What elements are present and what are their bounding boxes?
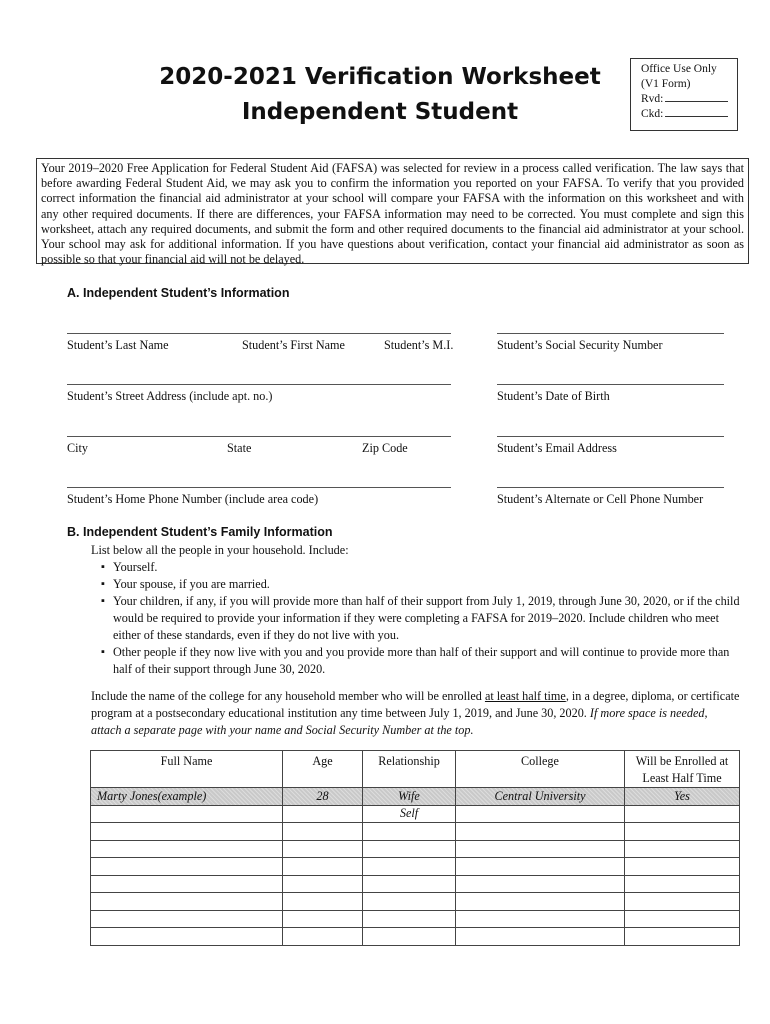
age-cell[interactable]: [283, 858, 363, 876]
cell-phone-input-line[interactable]: [497, 487, 724, 488]
table-row: [91, 823, 740, 841]
table-row: [91, 875, 740, 893]
college-cell[interactable]: [456, 910, 625, 928]
age-cell[interactable]: [283, 893, 363, 911]
college-instructions-text-2: , in a degree, diploma, or certificate program at a postsecondary educational institution any time between July 1, 2019, and June 30, 2020.: [91, 689, 740, 720]
name-cell[interactable]: [91, 858, 283, 876]
list-intro: List below all the people in your household. Include:: [91, 543, 349, 557]
age-cell[interactable]: [283, 928, 363, 946]
city-label: City: [67, 441, 88, 455]
checked-label: Ckd:: [641, 108, 664, 120]
household-table: [90, 750, 740, 946]
age-cell[interactable]: [283, 823, 363, 841]
received-field: [641, 92, 737, 107]
enrolled-cell[interactable]: [625, 928, 740, 946]
relationship-cell[interactable]: [363, 840, 456, 858]
name-cell[interactable]: [91, 875, 283, 893]
college-cell[interactable]: [456, 840, 625, 858]
bullet-yourself: ▪ Yourself.: [113, 559, 741, 576]
header-full-name: Full Name: [91, 751, 283, 788]
college-cell[interactable]: [456, 875, 625, 893]
name-cell[interactable]: [91, 893, 283, 911]
enrolled-cell[interactable]: [625, 875, 740, 893]
relationship-cell[interactable]: [363, 875, 456, 893]
middle-initial-label: Student’s M.I.: [384, 338, 454, 352]
household-bullets: [91, 559, 741, 678]
example-row: [91, 788, 740, 806]
dob-input-line[interactable]: [497, 384, 724, 385]
household-instructions: [91, 542, 741, 678]
state-label: State: [227, 441, 252, 455]
worksheet-subtitle: Independent Student: [241, 99, 519, 125]
table-row: [91, 893, 740, 911]
street-input-line[interactable]: [67, 384, 451, 385]
received-line[interactable]: [665, 92, 728, 102]
name-cell[interactable]: [91, 805, 283, 823]
section-b-heading: B. Independent Student’s Family Information: [67, 525, 333, 539]
home-phone-input-line[interactable]: [67, 487, 451, 488]
last-name-label: Student’s Last Name: [67, 338, 169, 352]
table-row: [91, 910, 740, 928]
intro-paragraph: Your 2019–2020 Free Application for Federal Student Aid (FAFSA) was selected for review in a process called verification. The law says that before awarding Federal Student Aid, we may ask you to confirm the information you reported on your FAFSA. To verify that you provided correct information the financial aid administrator at your school will compare your FAFSA with the information on this worksheet and with any other required documents. If there are differences, your FAFSA information may need to be corrected. You must complete and sign this worksheet, attach any required documents, and submit the form and other required documents to the financial aid administrator at your school. Your school may ask for additional information. If you have questions about verification, contact your financial aid administrator as soon as possible so that your financial aid will not be delayed.: [36, 158, 749, 264]
worksheet-title: 2020-2021 Verification Worksheet: [159, 64, 601, 90]
half-time-emphasis: at least half time: [484, 689, 566, 703]
enrolled-cell[interactable]: [625, 840, 740, 858]
college-cell[interactable]: [456, 823, 625, 841]
age-cell[interactable]: [283, 805, 363, 823]
first-name-label: Student’s First Name: [242, 338, 345, 352]
enrolled-cell[interactable]: [625, 805, 740, 823]
header-college: College: [456, 751, 625, 788]
enrolled-cell[interactable]: [625, 910, 740, 928]
college-cell[interactable]: [456, 858, 625, 876]
table-row: [91, 805, 740, 823]
relationship-cell[interactable]: [363, 893, 456, 911]
more-space-note: If more space is needed, attach a separate page with your name and Social Security Number at the top.: [91, 706, 708, 737]
college-cell[interactable]: [456, 893, 625, 911]
dob-label: Student’s Date of Birth: [497, 389, 610, 403]
street-label: Student’s Street Address (include apt. no.): [67, 389, 273, 403]
section-a-heading: A. Independent Student’s Information: [67, 286, 290, 300]
table-row: [91, 858, 740, 876]
name-cell[interactable]: [91, 928, 283, 946]
checked-field: [641, 107, 737, 122]
header-enrolled: [625, 751, 740, 788]
name-cell[interactable]: [91, 910, 283, 928]
city-state-zip-input-line[interactable]: [67, 436, 451, 437]
checked-line[interactable]: [665, 107, 728, 117]
office-use-box: [630, 58, 738, 131]
relationship-cell[interactable]: [363, 928, 456, 946]
name-cell[interactable]: [91, 840, 283, 858]
bullet-children: ▪ Your children, if any, if you will provide more than half of their support from July 1, 2019, through June 30, 2020, or if the child would be required to provide your information if they were completing a FAFSA for 2019–2020. Include children who meet either of these standards, even if they do not live with you.: [113, 593, 741, 644]
enrolled-cell[interactable]: [625, 823, 740, 841]
age-cell[interactable]: [283, 910, 363, 928]
relationship-cell-self: Self: [363, 805, 456, 823]
relationship-cell[interactable]: [363, 858, 456, 876]
bullet-spouse: ▪ Your spouse, if you are married.: [113, 576, 741, 593]
example-enrolled: Yes: [625, 788, 740, 806]
college-cell[interactable]: [456, 805, 625, 823]
enrolled-cell[interactable]: [625, 893, 740, 911]
college-cell[interactable]: [456, 928, 625, 946]
form-code: (V1 Form): [641, 78, 691, 90]
name-cell[interactable]: [91, 823, 283, 841]
table-row: [91, 840, 740, 858]
example-college: Central University: [456, 788, 625, 806]
office-use-label: Office Use Only: [641, 63, 717, 75]
zip-label: Zip Code: [362, 441, 408, 455]
email-input-line[interactable]: [497, 436, 724, 437]
received-label: Rvd:: [641, 93, 664, 105]
home-phone-label: Student’s Home Phone Number (include area code): [67, 492, 319, 506]
cell-phone-label: Student’s Alternate or Cell Phone Number: [497, 492, 704, 506]
table-row: [91, 928, 740, 946]
relationship-cell[interactable]: [363, 823, 456, 841]
enrolled-cell[interactable]: [625, 858, 740, 876]
college-instructions-text: Include the name of the college for any household member who will be enrolled: [91, 689, 485, 703]
header-age: Age: [283, 751, 363, 788]
bullet-other-people: ▪ Other people if they now live with you and you provide more than half of their support and will continue to provide more than half of their support through June 30, 2020.: [113, 644, 741, 678]
relationship-cell[interactable]: [363, 910, 456, 928]
header-enrolled-line2: Least Half Time: [642, 771, 722, 785]
header-enrolled-line1: Will be Enrolled at: [635, 754, 729, 768]
ssn-input-line[interactable]: [497, 333, 724, 334]
ssn-label: Student’s Social Security Number: [497, 338, 663, 352]
example-relationship: Wife: [363, 788, 456, 806]
header-relationship: Relationship: [363, 751, 456, 788]
example-name: Marty Jones(example): [91, 788, 283, 806]
age-cell[interactable]: [283, 875, 363, 893]
name-input-line[interactable]: [67, 333, 451, 334]
age-cell[interactable]: [283, 840, 363, 858]
college-instructions: [91, 688, 741, 739]
table-header-row: [91, 751, 740, 788]
example-age: 28: [283, 788, 363, 806]
email-label: Student’s Email Address: [497, 441, 617, 455]
